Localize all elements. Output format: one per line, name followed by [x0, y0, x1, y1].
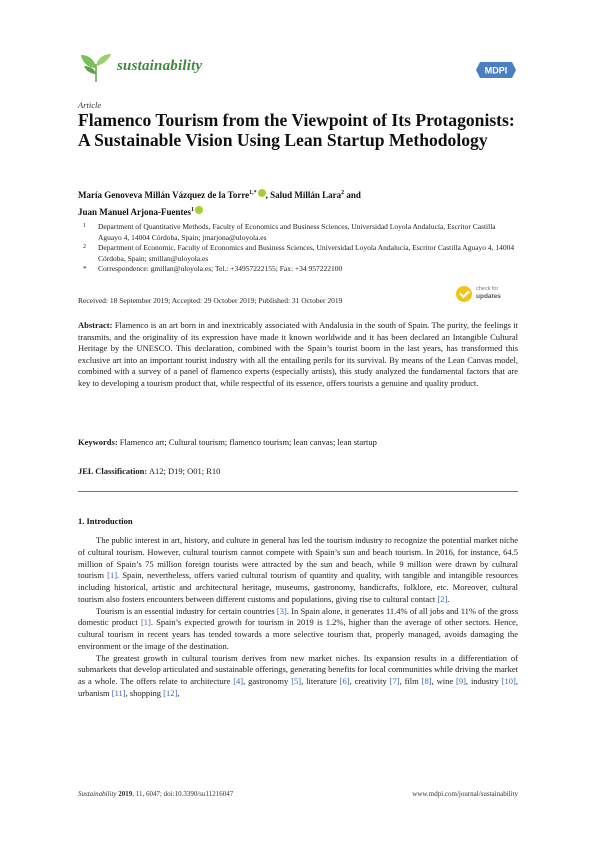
body-text-run: The public interest in art, history, and culture in general has led the tourism industry to recognize the potential market niche of cultural tourism. However, cultural tourism cannot compete with Spain’s sun and beach tourism. In 2016, for instance, 64.5 million of Spain’s 75 million foreign tourists were attracted by the sun and beach, while 9 million were drawn by cultural tourism — [78, 535, 518, 581]
body-text-run: , shopping — [125, 687, 164, 698]
author-separator: , — [265, 190, 271, 200]
journal-logo-icon — [78, 52, 114, 84]
author-affil-sup: 1 — [191, 207, 195, 213]
citation-link[interactable]: [3] — [276, 605, 287, 616]
publisher-logo — [474, 58, 518, 82]
section-divider — [78, 491, 518, 492]
affiliation-text: Department of Economic, Faculty of Economics and Business Sciences, Universidad Loyola Andalucía, Escritor Castilla Aguayo 4, 14004 Córdoba, Spain; smillan@uloyola.es — [98, 243, 515, 263]
affiliation-item — [78, 264, 518, 275]
body-text-run: The greatest growth in cultural tourism derives from new market niches. Its expansion results in a differentiation of submarkets that develop articulated and sustainable offerings, generating benefits for local communities while driving the market as a whole. The offers relate to architecture — [78, 652, 518, 686]
body-text-run: , creativity — [349, 676, 390, 686]
body-text — [78, 535, 518, 700]
jel-classification — [78, 466, 518, 476]
publisher-logo-text: MDPI — [484, 65, 508, 76]
body-text-run: . In Spain alone, it generates 11.4% of all jobs and 11% of the gross domestic product — [78, 605, 518, 628]
body-text-run: , wine — [431, 676, 456, 686]
affiliation-marker: * — [83, 264, 87, 273]
body-text-run: . Spain’s expected growth for tourism in 2019 is 1.2%, higher than the average of other sectors. Hence, cultural tourism in recent years has tended towards a more selective tourism that, properly managed, avoids damaging the environment or the image of the destination. — [78, 617, 519, 651]
footer-journal: Sustainability — [78, 790, 117, 798]
check-icon — [456, 286, 472, 302]
jel-text: A12; D19; O01; R10 — [148, 466, 221, 476]
citation-link[interactable]: [8] — [421, 676, 432, 686]
orcid-icon[interactable] — [195, 206, 203, 214]
author-name[interactable]: Salud Millán Lara — [270, 190, 342, 200]
citation-link[interactable]: [9] — [456, 676, 466, 686]
citation-link[interactable]: [6] — [339, 676, 350, 686]
body-paragraph — [78, 606, 518, 653]
updates-label: updates — [476, 293, 501, 300]
citation-link[interactable]: [11] — [111, 687, 126, 698]
citation-link[interactable]: [4] — [233, 676, 244, 686]
orcid-icon[interactable] — [258, 189, 266, 197]
author-list — [78, 186, 518, 220]
author-name[interactable]: María Genoveva Millán Vázquez de la Torre — [78, 190, 250, 200]
body-text-run: , industry — [465, 676, 502, 686]
citation-link[interactable]: [2] — [437, 593, 448, 604]
footer-url[interactable]: www.mdpi.com/journal/sustainability — [412, 790, 518, 798]
check-for-updates-badge[interactable] — [456, 284, 516, 306]
affiliations — [78, 222, 518, 275]
citation-link[interactable]: [7] — [389, 676, 400, 686]
body-text-run: , film — [399, 676, 422, 686]
body-text-run: . Spain, nevertheless, offers varied cultural tourism of quantity and quality, with tangible and intangible resources including historical, artistic and architectural heritage, museums, gastronomy, handicrafts, folklore, etc. Moreover, cultural tourism also fosters encounters between different customs and populations, giving rise to cultural contact — [78, 570, 518, 604]
section-heading: 1. Introduction — [78, 516, 133, 526]
citation-link[interactable]: [1] — [107, 570, 118, 581]
body-text-run: Tourism is an essential industry for certain countries — [96, 605, 277, 616]
body-text-run: , gastronomy — [243, 676, 292, 686]
keywords-label: Keywords: — [78, 437, 118, 447]
footer-year: 2019 — [118, 790, 133, 798]
affiliation-item — [78, 222, 518, 243]
affiliation-marker: 2 — [83, 244, 86, 250]
journal-name: sustainability — [117, 58, 203, 74]
affiliation-text: Department of Quantitative Methods, Faculty of Economics and Business Sciences, Universidad Loyola Andalucía, Escritor Castilla Aguayo 4, 14004 Córdoba, Spain; jmarjona@uloyola.es — [98, 222, 496, 242]
jel-label: JEL Classification: — [78, 466, 148, 476]
author-affil-sup: 1,* — [249, 190, 257, 196]
body-text-run: , literature — [301, 676, 340, 686]
check-for-label: check for — [476, 286, 499, 292]
paper-title: Flamenco Tourism from the Viewpoint of Its Protagonists: A Sustainable Vision Using Lean Startup Methodology — [78, 110, 515, 150]
affiliation-marker: 1 — [83, 223, 86, 229]
article-type: Article — [78, 100, 102, 110]
abstract — [78, 320, 518, 390]
correspondence-text: Correspondence: gmillan@uloyola.es; Tel.: +34957222155; Fax: +34 957222100 — [98, 264, 343, 273]
body-text-run: . — [447, 593, 450, 604]
body-paragraph — [78, 653, 518, 700]
citation-link[interactable]: [10] — [501, 676, 516, 686]
footer-citation — [78, 790, 233, 798]
author-separator: and — [344, 190, 361, 200]
citation-link[interactable]: [12] — [163, 687, 178, 698]
keywords-text: Flamenco art; Cultural tourism; flamenco tourism; lean canvas; lean startup — [119, 437, 377, 447]
author-name[interactable]: Juan Manuel Arjona-Fuentes — [78, 207, 192, 217]
footer-doi: , 11, 6047; doi:10.3390/su11216047 — [132, 790, 234, 798]
author-affil-sup: 2 — [341, 190, 345, 196]
body-text-run: , urbanism — [78, 676, 518, 698]
citation-link[interactable]: [1] — [140, 617, 151, 628]
publication-dates: Received: 18 September 2019; Accepted: 29 October 2019; Published: 31 October 2019 — [78, 296, 343, 305]
body-paragraph — [78, 535, 518, 606]
abstract-label: Abstract: — [78, 320, 113, 330]
affiliation-item — [78, 243, 518, 264]
citation-link[interactable]: [5] — [291, 676, 302, 686]
abstract-text: Flamenco is an art born in and inextricably associated with Andalusia in the south of Spain. The purity, the feelings it transmits, and the originality of its expression have made it known worldwide and it has been declared an Intangible Cultural Heritage by the UNESCO. This declaration, combined with the Spain’s tourist boom in the last years, has transformed this exclusive art into an important tourist industry with all the entailing perils for its survival. By means of the Lean Canvas model, combined with a survey of a panel of flamenco experts (especially artists), this study analyzed the fundamental factors that are key to developing a tourism product that, while respectful of its essence, offers tourists a genuine and quality product. — [78, 320, 518, 388]
body-text-run: , — [177, 687, 180, 698]
keywords — [78, 437, 518, 447]
